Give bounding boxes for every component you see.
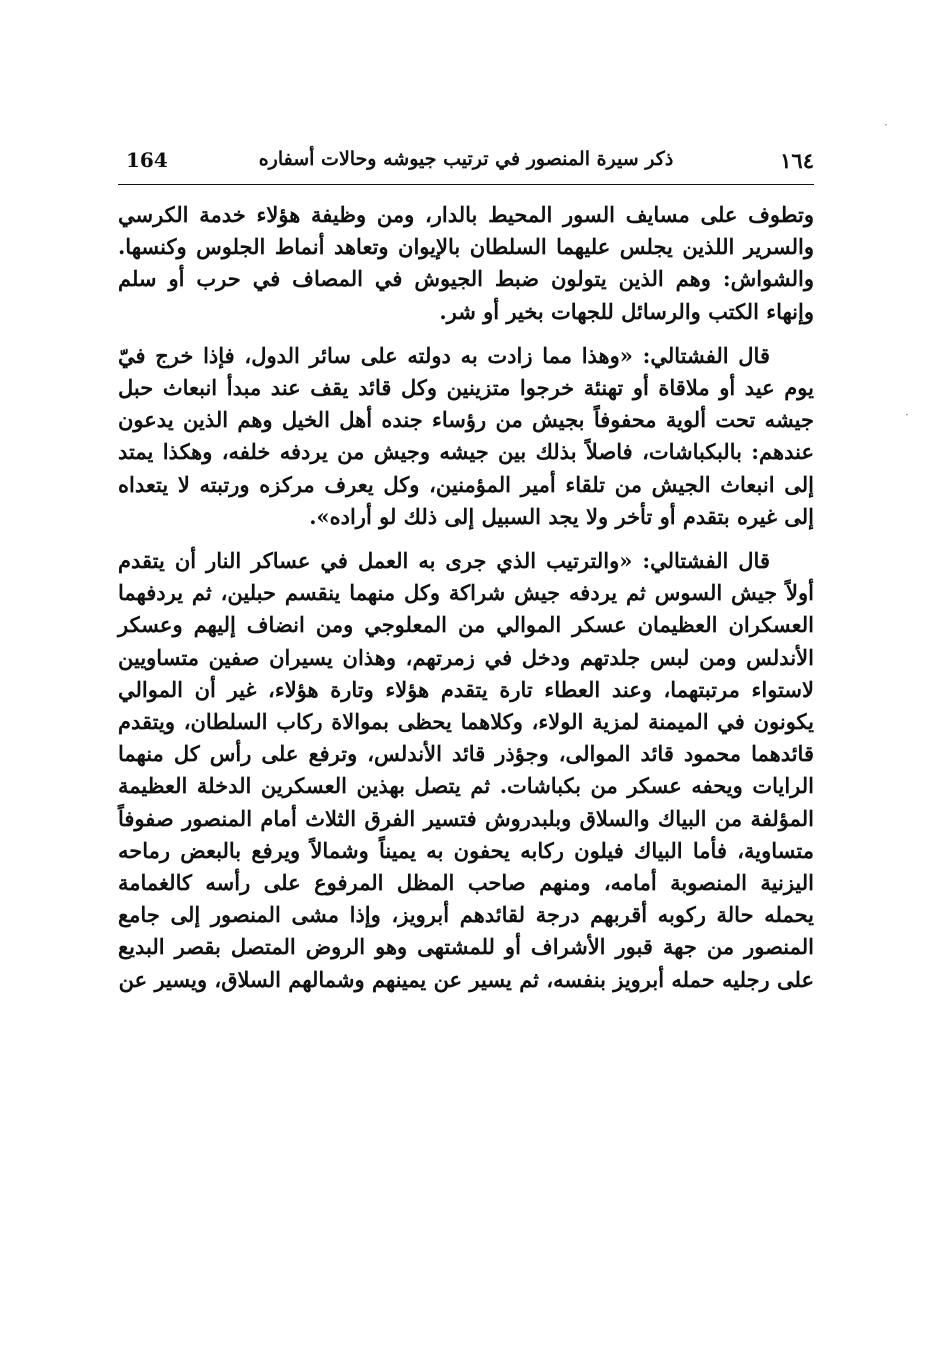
header-rule [118, 184, 814, 185]
scan-speck: · [884, 118, 888, 132]
page-number-arabic: ١٦٤ [780, 148, 814, 173]
book-page [118, 144, 814, 1008]
page-number-latin: 164 [126, 148, 168, 172]
scan-speck: · [905, 408, 909, 422]
page-header [118, 144, 814, 184]
page-body [118, 199, 814, 996]
paragraph-2: قال الفشتالي: «وهذا مما زادت به دولته على سائر الدول، فإذا خرج فيّ يوم عيد أو ملاقاة أو تهنئة خرجوا متزينين وكل قائد يقف عند مبدأ انبعاث حبل جيشه تحت ألوية محفوفاً بجيش من رؤساء جنده أهل الخيل وهم الذين يدعون عندهم: بالبكباشات، فاصلاً بذلك بين جيشه وجيش من يردفه خلفه، وهكذا يمتد إلى انبعاث الجيش من تلقاء أمير المؤمنين، وكل يعرف مركزه ورتبته لا يتعداه إلى غيره بتقدم أو تأخر ولا يجد السبيل إلى ذلك لو أراده». [118, 342, 814, 529]
paragraph-3: قال الفشتالي: «والترتيب الذي جرى به العمل في عساكر النار أن يتقدم أولاً جيش السوس ثم يردفه جيش شراكة وكل منهما ينقسم حبلين، ثم يردفهما العسكران العظيمان عسكر الموالي من المعلوجي ومن انضاف إليهم وعسكر الأندلس ومن لبس جلدتهم ودخل في زمرتهم، وهذان يسيران صفين متساويين لاستواء مرتبتهما، وعند العطاء تارة يتقدم هؤلاء وتارة هؤلاء، غير أن الموالي يكونون في الميمنة لمزية الولاء، وكلاهما يحظى بموالاة ركاب السلطان، ويتقدم قائدهما محمود قائد الموالى، وجؤذر قائد الأندلس، وترفع على رأس كل منهما الرايات ويحفه عسكر من بكباشات. ثم يتصل بهذين العسكرين الدخلة العظيمة المؤلفة من البياك والسلاق وبلبدروش فتسير الفرق الثلاث أمام المنصور صفوفاً متساوية، فأما البياك فيلون ركابه يحفون به يميناً وشمالاً ويرفع بالبعض رماحه اليزنية المنصوبة أمامه، ومنهم صاحب المظل المرفوع على رأسه كالغمامة يحمله حالة ركوبه أقربهم درجة لقائدهم أبرويز، وإذا مشى المنصور إلى جامع المنصور من جهة قبور الأشراف أو للمشتهى وهو الروض المتصل بقصر البديع على رجليه حمله أبرويز بنفسه، ثم يسير عن يمينهم وشمالهم السلاق، ويسير عن [118, 548, 814, 992]
running-title: ذكر سيرة المنصور في ترتيب جيوشه وحالات أسفاره [258, 148, 674, 170]
paragraph-1: وتطوف على مسايف السور المحيط بالدار، ومن وظيفة هؤلاء خدمة الكرسي والسرير اللذين يجلس عليهما السلطان بالإيوان وتعاهد أنماط الجلوس وكنسها. والشواش: وهم الذين يتولون ضبط الجيوش في المصاف في حرب أو سلم وإنهاء الكتب والرسائل للجهات بخير أو شر. [118, 202, 814, 324]
